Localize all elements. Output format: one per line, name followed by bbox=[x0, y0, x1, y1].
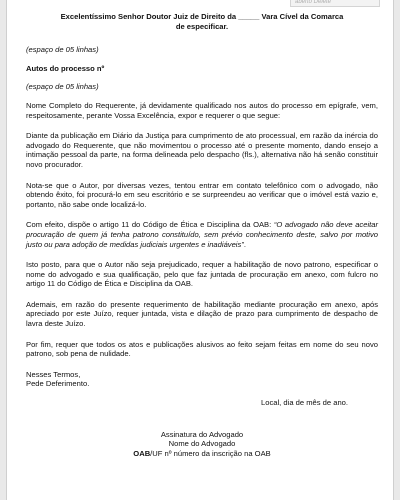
paragraph-facts: Diante da publicação em Diário da Justiça para cumprimento de ato processual, em razão da inércia do advogado do Requerente, que não movimentou o processo até o presente momento, dando ensejo a intimação pessoal da parte, na forma delineada pelo despacho (fls.), alternativa não há senão constituir novo procurador. bbox=[26, 131, 378, 169]
closing-line1: Nesses Termos, bbox=[26, 369, 81, 379]
spacing-note-2: (espaço de 05 linhas) bbox=[26, 82, 99, 92]
oab-label: OAB bbox=[133, 448, 151, 458]
place-date: Local, dia de mês de ano. bbox=[261, 398, 348, 408]
petition-body bbox=[26, 12, 378, 458]
paragraph-intro: Nome Completo do Requerente, já devidamente qualificado nos autos do processo em epígrafe, vem, respeitosamente, perante Vossa Excelência, expor e requerer o que segue: bbox=[26, 100, 378, 120]
lawyer-name: Nome do Advogado bbox=[168, 439, 236, 449]
paragraph-contact: Nota-se que o Autor, por diversas vezes, tentou entrar em contato telefônico com o advogado, não obtendo êxito, foi procurá-lo em seu escritório e se surpreendeu ao verificar que o imóvel está vazio e, portanto, não sabe onde localizá-lo. bbox=[26, 180, 378, 209]
signature-line: Assinatura do Advogado bbox=[160, 429, 244, 439]
oab-detail: /UF nº número da inscrição na OAB bbox=[150, 448, 271, 458]
closing-line2: Pede Deferimento. bbox=[26, 379, 90, 389]
code-end: . bbox=[243, 239, 246, 249]
paragraph-code bbox=[26, 220, 378, 249]
petition-title-line1: Excelentíssimo Senhor Doutor Juiz de Direito da _____ Vara Cível da Comarca bbox=[60, 12, 344, 21]
spacing-note-1: (espaço de 05 linhas) bbox=[26, 45, 99, 55]
document-page bbox=[6, 0, 394, 500]
paragraph-moreover: Ademais, em razão do presente requerimento de habilitação mediante procuração em anexo, após apreciado por este Juízo, requer juntada, vista e dilação de prazo para cumprimento de despacho de lavra deste Juízo. bbox=[26, 299, 378, 329]
code-intro: Com efeito, dispõe o artigo 11 do Código de Ética e Disciplina da OAB: bbox=[26, 220, 274, 230]
toolbar-tab[interactable]: aberto Delete bbox=[290, 0, 380, 7]
process-number-label: Autos do processo nº bbox=[26, 63, 105, 73]
paragraph-final: Por fim, requer que todos os atos e publicações alusivos ao feito sejam feitas em nome do seu novo patrono, sob pena de nulidade. bbox=[26, 339, 378, 359]
petition-title-line2: de especificar. bbox=[175, 21, 229, 31]
code-quote: “O advogado não deve aceitar procuração de quem já tenha patrono constituído, sem prévio conhecimento deste, salvo por motivo justo ou para adoção de medidas judiciais urgentes e inadiáveis” bbox=[26, 220, 378, 249]
oab-registration bbox=[26, 449, 378, 459]
paragraph-request: Isto posto, para que o Autor não seja prejudicado, requer a habilitação de novo patrono, especificar o nome do advogado e sua qualificação, pelo que faz juntada de procuração em anexo, com fulcro no artigo 11 do Código de Ética e Disciplina da OAB. bbox=[26, 260, 378, 289]
